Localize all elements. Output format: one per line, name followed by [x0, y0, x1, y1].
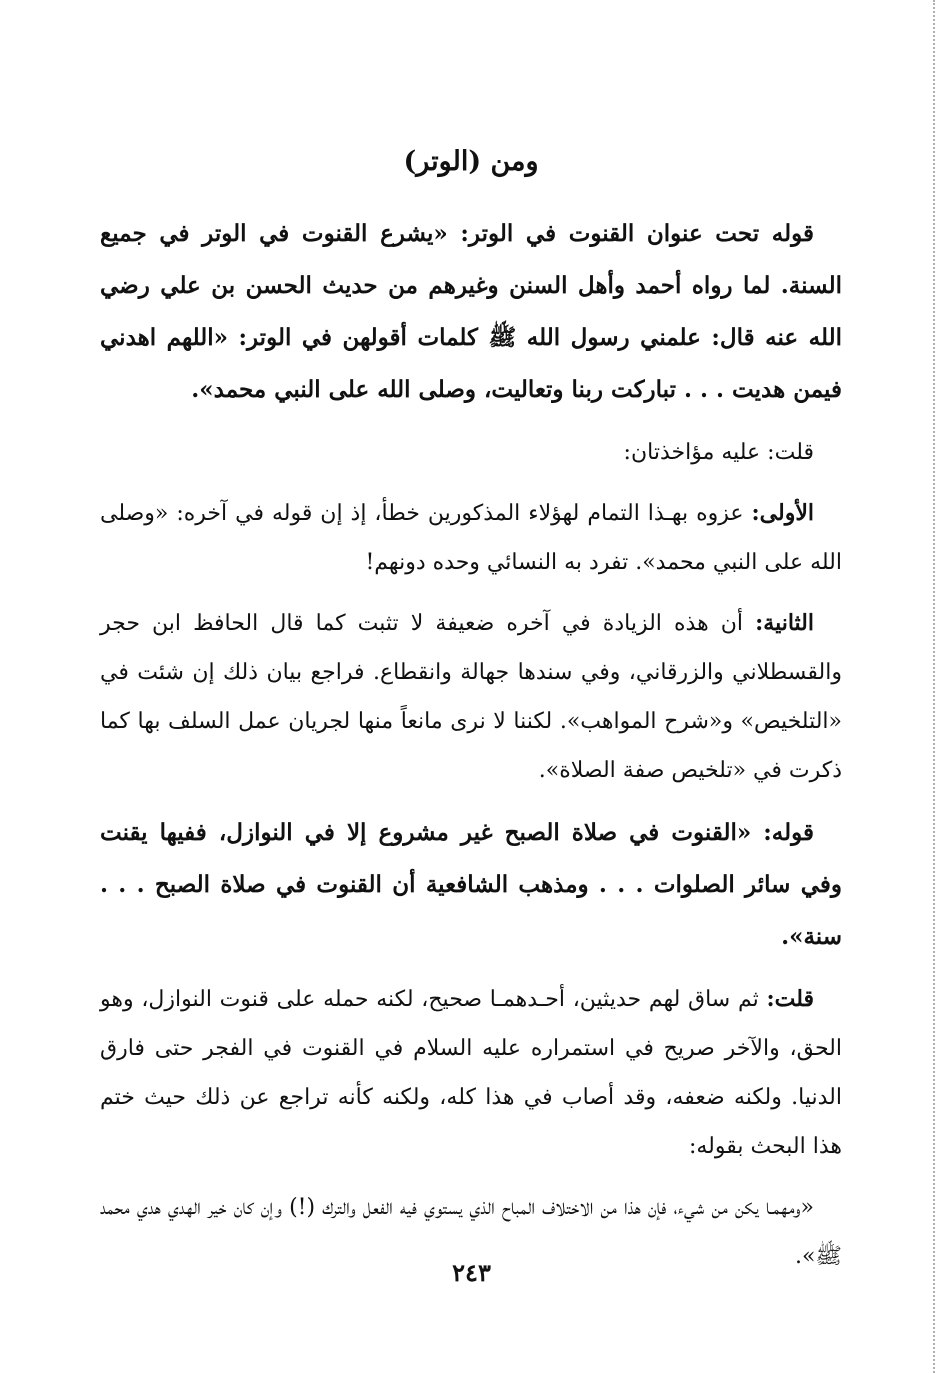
paragraph-text: عزوه بهـذا التمام لهؤلاء المذكورين خطأ، إذ إن قوله في آخره: «وصلى الله على النبي محمد». تفرد به النسائي وحده دونهم! [100, 501, 842, 575]
section-heading: ومن (الوتر) [403, 146, 539, 177]
paragraph-response [100, 975, 842, 1171]
page-edge-dots [933, 0, 935, 1373]
paragraph-lead: قلت: [766, 986, 814, 1012]
paragraph-text: ثم ساق لهم حديثين، أحـدهمـا صحيح، لكنه حمله على قنوت النوازل، وهو الحق، والآخر صريح في استمراره عليه السلام في القنوت في الفجر حتى فارق الدنيا. ولكنه ضعفه، وقد أصاب في هذا كله، ولكنه كأنه تراجع عن ذلك حيث ختم هذا البحث بقوله: [100, 987, 842, 1159]
paragraph-lead: الأولى: [751, 500, 814, 526]
paragraph-remarks-intro [100, 428, 842, 477]
paragraph-text: أن هذه الزيادة في آخره ضعيفة لا تثبت كما قال الحافظ ابن حجر والقسطلاني والزرقاني، وفي سندها جهالة وانقطاع. فراجع بيان ذلك إن شئت في «التلخيص» و«شرح المواهب». لكننا لا نرى مانعاً منها لجريان عمل السلف بها كما ذكرت في «تلخيص صفة الصلاة». [100, 611, 842, 783]
paragraph-text: قوله: «القنوت في صلاة الصبح غير مشروع إلا في النوازل، ففيها يقنت وفي سائر الصلوات . . . ومذهب الشافعية أن القنوت في صلاة الصبح . . . سنة». [100, 819, 842, 950]
paragraph-text: قوله تحت عنوان القنوت في الوتر: «يشرع القنوت في الوتر في جميع السنة. لما رواه أحمد وأهل السنن وغيرهم من حديث الحسن بن علي رضي الله عنه قال: علمني رسول الله ﷺ كلمات أقولهن في الوتر: «اللهم اهدني فيمن هديت . . . تباركت ربنا وتعاليت، وصلى الله على النبي محمد». [100, 220, 842, 403]
paragraph-text: «ومهمـا يكن من شيء، فإن هذا من الاختلاف المباح الذي يستوي فيه الفعل والترك (!) وإن كان خير الهدي هدي محمد ﷺ». [100, 1195, 842, 1269]
paragraph-text: قلت: عليه مؤاخذتان: [623, 440, 814, 465]
page-number: ٢٤٣ [452, 1258, 491, 1287]
paragraph-quote-fajr [100, 807, 842, 963]
page-content [100, 142, 842, 1293]
paragraph-lead: الثانية: [755, 610, 814, 636]
paragraph-first-remark [100, 489, 842, 587]
paragraph-quote-witr [100, 208, 842, 416]
paragraph-second-remark [100, 599, 842, 795]
